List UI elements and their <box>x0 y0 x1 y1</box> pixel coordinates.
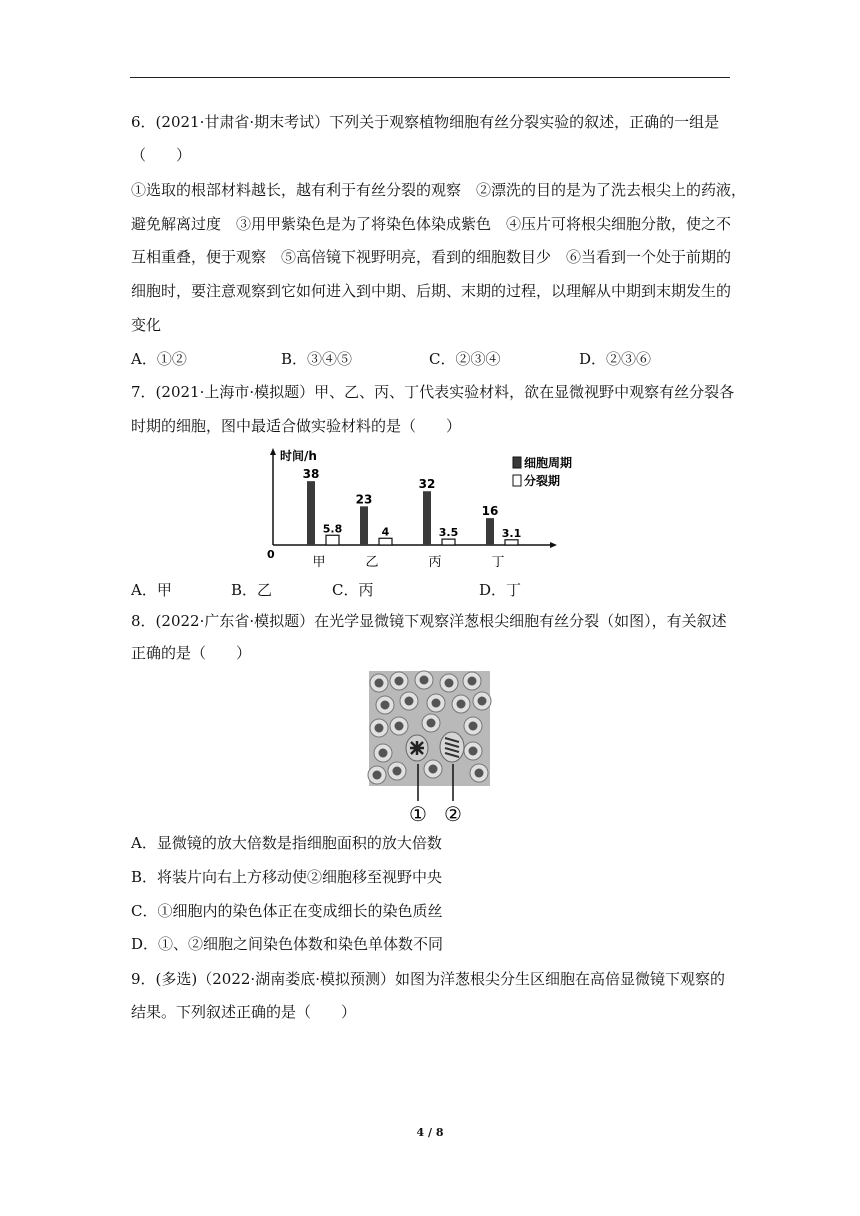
cell-nucleus <box>393 767 402 776</box>
q9-line-2: 结果。下列叙述正确的是（ ） <box>131 1003 357 1021</box>
cell-nucleus <box>420 676 429 685</box>
bar-cycle-1 <box>360 506 368 545</box>
cell-nucleus <box>445 679 454 688</box>
figure-label-1: ① <box>409 802 427 826</box>
cell-2 <box>440 732 464 762</box>
q8-line-2: 正确的是（ ） <box>131 644 252 662</box>
cell-nucleus <box>469 722 478 731</box>
bar-cycle-3 <box>486 518 494 545</box>
cell-nucleus <box>432 699 441 708</box>
q9-line-1: 9．(多选)（2022·湖南娄底·模拟预测）如图为洋葱根尖分生区细胞在高倍显微镜下观察的 <box>131 970 725 988</box>
q6-line-5: 互相重叠，便于观察 ⑤高倍镜下视野明亮，看到的细胞数目少 ⑥当看到一个处于前期的 <box>131 248 732 266</box>
q8-option-a: A．显微镜的放大倍数是指细胞面积的放大倍数 <box>131 834 442 852</box>
cell-nucleus <box>375 679 384 688</box>
cell-nucleus <box>475 769 484 778</box>
label-cycle-3: 16 <box>481 504 499 519</box>
cell-nucleus <box>395 677 404 686</box>
x-tick-0: 甲 <box>312 555 326 570</box>
cell-nucleus <box>457 700 466 709</box>
bar-division-2 <box>442 539 455 545</box>
label-division-1: 4 <box>381 525 390 539</box>
legend-label-0: 细胞周期 <box>524 456 573 470</box>
q6-option-a: A．①② <box>131 350 187 368</box>
q7-option-b: B．乙 <box>231 581 273 599</box>
cell-nucleus <box>379 749 388 758</box>
bar-cycle-2 <box>423 491 431 545</box>
legend-swatch-1 <box>513 475 521 486</box>
q6-line-3: ①选取的根部材料越长，越有利于有丝分裂的观察 ②漂洗的目的是为了洗去根尖上的药液， <box>131 181 747 199</box>
q8-option-c: C．①细胞内的染色体正在变成细长的染色质丝 <box>131 902 443 920</box>
bar-division-1 <box>379 538 392 545</box>
x-tick-2: 丙 <box>428 555 442 570</box>
q8-option-b: B．将装片向右上方移动使②细胞移至视野中央 <box>131 868 443 886</box>
q6-line-4: 避免解离过度 ③用甲紫染色是为了将染色体染成紫色 ④压片可将根尖细胞分散，使之不 <box>131 215 732 233</box>
legend-label-1: 分裂期 <box>524 474 561 488</box>
q6-option-c: C．②③④ <box>429 350 501 368</box>
cell-nucleus <box>381 701 390 710</box>
q6-line-6: 细胞时，要注意观察到它如何进入到中期、后期、末期的过程，以理解从中期到末期发生的 <box>131 282 732 300</box>
cell-nucleus <box>405 697 414 706</box>
cell-1 <box>406 735 428 761</box>
q6-line-1: 6．(2021·甘肃省·期末考试）下列关于观察植物细胞有丝分裂实验的叙述，正确的一组是 <box>131 113 720 131</box>
legend-swatch-0 <box>513 457 521 468</box>
micrograph-figure <box>369 671 493 825</box>
q8-option-d: D．①、②细胞之间染色体数和染色单体数不同 <box>131 935 444 953</box>
origin-label: 0 <box>267 548 275 561</box>
label-cycle-0: 38 <box>302 467 320 482</box>
q7-line-2: 时期的细胞，图中最适合做实验材料的是（ ） <box>131 417 462 435</box>
q6-option-b: B．③④⑤ <box>281 350 353 368</box>
header-rule <box>130 77 730 78</box>
cell-nucleus <box>429 765 438 774</box>
label-division-3: 3.1 <box>501 526 522 540</box>
page-number: 4 / 8 <box>416 1126 444 1139</box>
label-cycle-1: 23 <box>355 492 373 507</box>
y-axis-arrow <box>270 448 276 455</box>
cell-nucleus <box>395 722 404 731</box>
cell-nucleus <box>478 697 487 706</box>
x-tick-1: 乙 <box>365 555 379 570</box>
q7-line-1: 7．(2021·上海市·模拟题）甲、乙、丙、丁代表实验材料，欲在显微视野中观察有丝分裂各 <box>131 383 735 401</box>
bar-division-0 <box>326 535 339 545</box>
q6-line-7: 变化 <box>131 316 162 334</box>
cell-nucleus <box>375 724 384 733</box>
q6-line-2: （ ） <box>131 146 192 164</box>
chromosomes-1 <box>410 741 424 755</box>
x-tick-3: 丁 <box>491 555 505 570</box>
label-division-2: 3.5 <box>438 526 459 540</box>
bar-cycle-0 <box>307 481 315 545</box>
figure-label-2: ② <box>444 802 462 826</box>
q7-option-c: C．丙 <box>332 581 374 599</box>
cell-nucleus <box>468 677 477 686</box>
bar-division-3 <box>505 540 518 545</box>
q8-line-1: 8．(2022·广东省·模拟题）在光学显微镜下观察洋葱根尖细胞有丝分裂（如图），有关叙述 <box>131 612 727 630</box>
cell-nucleus <box>469 747 478 756</box>
cell-cycle-bar-chart <box>262 448 573 576</box>
q6-option-d: D．②③⑥ <box>579 350 652 368</box>
q7-option-d: D．丁 <box>479 581 522 599</box>
label-cycle-2: 32 <box>418 477 436 492</box>
label-division-0: 5.8 <box>322 522 343 536</box>
q7-option-a: A．甲 <box>131 581 172 599</box>
cell-nucleus <box>427 719 436 728</box>
y-axis-label: 时间/h <box>280 449 317 463</box>
x-axis-arrow <box>550 542 557 548</box>
cell-nucleus <box>373 771 382 780</box>
